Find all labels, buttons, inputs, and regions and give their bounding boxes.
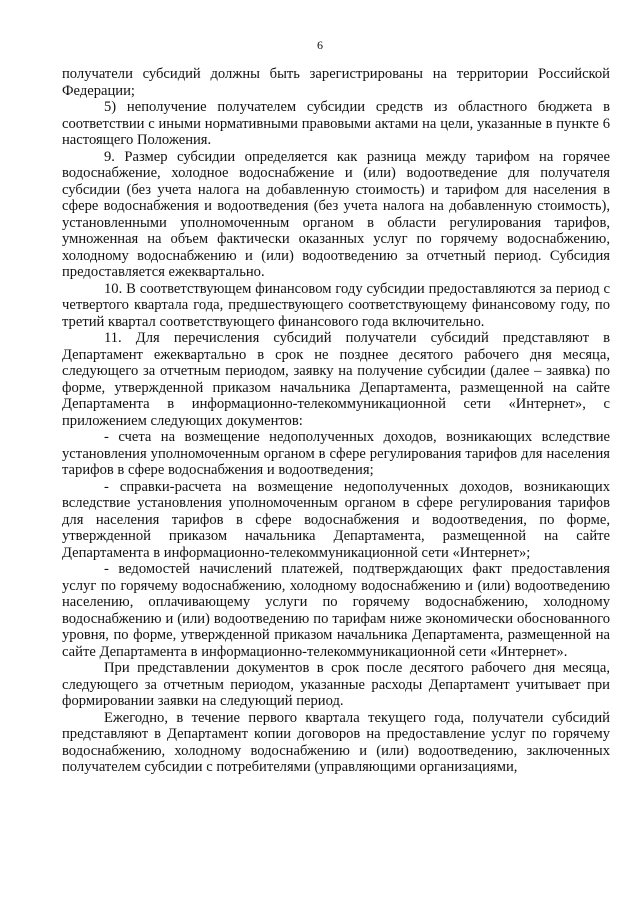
paragraph: - ведомостей начислений платежей, подтверждающих факт предоставления услуг по горячему водоснабжению, холодному водоснабжению и (или) водоотведению населению, оплачивающему услуги по горячему водоснабжению, холодному водоснабжению и (или) водоотведению по тарифам ниже экономически обоснованного уровня, по форме, утвержденной приказом начальника Департамента, размещенной на сайте Департамента в информационно-телекоммуникационной сети «Интернет». <box>62 561 610 660</box>
paragraph: - справки-расчета на возмещение недополученных доходов, возникающих вследствие установления уполномоченным органом в сфере регулирования тарифов для населения тарифов в сфере водоснабжения и водоотведения, по форме, утвержденной приказом начальника Департамента, размещенной на сайте Департамента в информационно-телекоммуникационной сети «Интернет»; <box>62 478 610 561</box>
paragraph: Ежегодно, в течение первого квартала текущего года, получатели субсидий представляют в Департамент копии договоров на предоставление услуг по горячему водоснабжению, холодному водоснабжению и (или) водоотведению, заключенных получателем субсидии с потребителями (управляющими организациями, <box>62 709 610 775</box>
paragraph: 9. Размер субсидии определяется как разница между тарифом на горячее водоснабжение, холодное водоснабжение и (или) водоотведение для получателя субсидии (без учета налога на добавленную стоимость) и тарифом для населения в сфере водоснабжения и водоотведения (без учета налога на добавленную стоимость), установленными уполномоченным органом в области регулирования тарифов, умноженная на объем фактически оказанных услуг по горячему водоснабжению, холодному водоснабжению и (или) водоотведению за отчетный период. Субсидия предоставляется ежеквартально. <box>62 148 610 280</box>
paragraph: - счета на возмещение недополученных доходов, возникающих вследствие установления уполномоченным органом в сфере регулирования тарифов для населения тарифов в сфере водоснабжения и водоотведения; <box>62 429 610 478</box>
paragraph: получатели субсидий должны быть зарегистрированы на территории Российской Федерации; <box>62 66 610 99</box>
document-body <box>62 66 610 776</box>
paragraph: 10. В соответствующем финансовом году субсидии предоставляются за период с четвертого квартала года, предшествующего соответствующему финансовому году, по третий квартал соответствующего финансового года включительно. <box>62 280 610 330</box>
paragraph: 11. Для перечисления субсидий получатели субсидий представляют в Департамент ежеквартально в срок не позднее десятого рабочего дня месяца, следующего за отчетным периодом, заявку на получение субсидии (далее – заявка) по форме, утвержденной приказом начальника Департамента, размещенной на сайте Департамента в информационно-телекоммуникационной сети «Интернет», с приложением следующих документов: <box>62 330 610 429</box>
page-number: 6 <box>317 38 323 52</box>
paragraph: При представлении документов в срок после десятого рабочего дня месяца, следующего за отчетным периодом, указанные расходы Департамент учитывает при формировании заявки на следующий период. <box>62 660 610 709</box>
paragraph: 5) неполучение получателем субсидии средств из областного бюджета в соответствии с иными нормативными правовыми актами на цели, указанные в пункте 6 настоящего Положения. <box>62 99 610 148</box>
